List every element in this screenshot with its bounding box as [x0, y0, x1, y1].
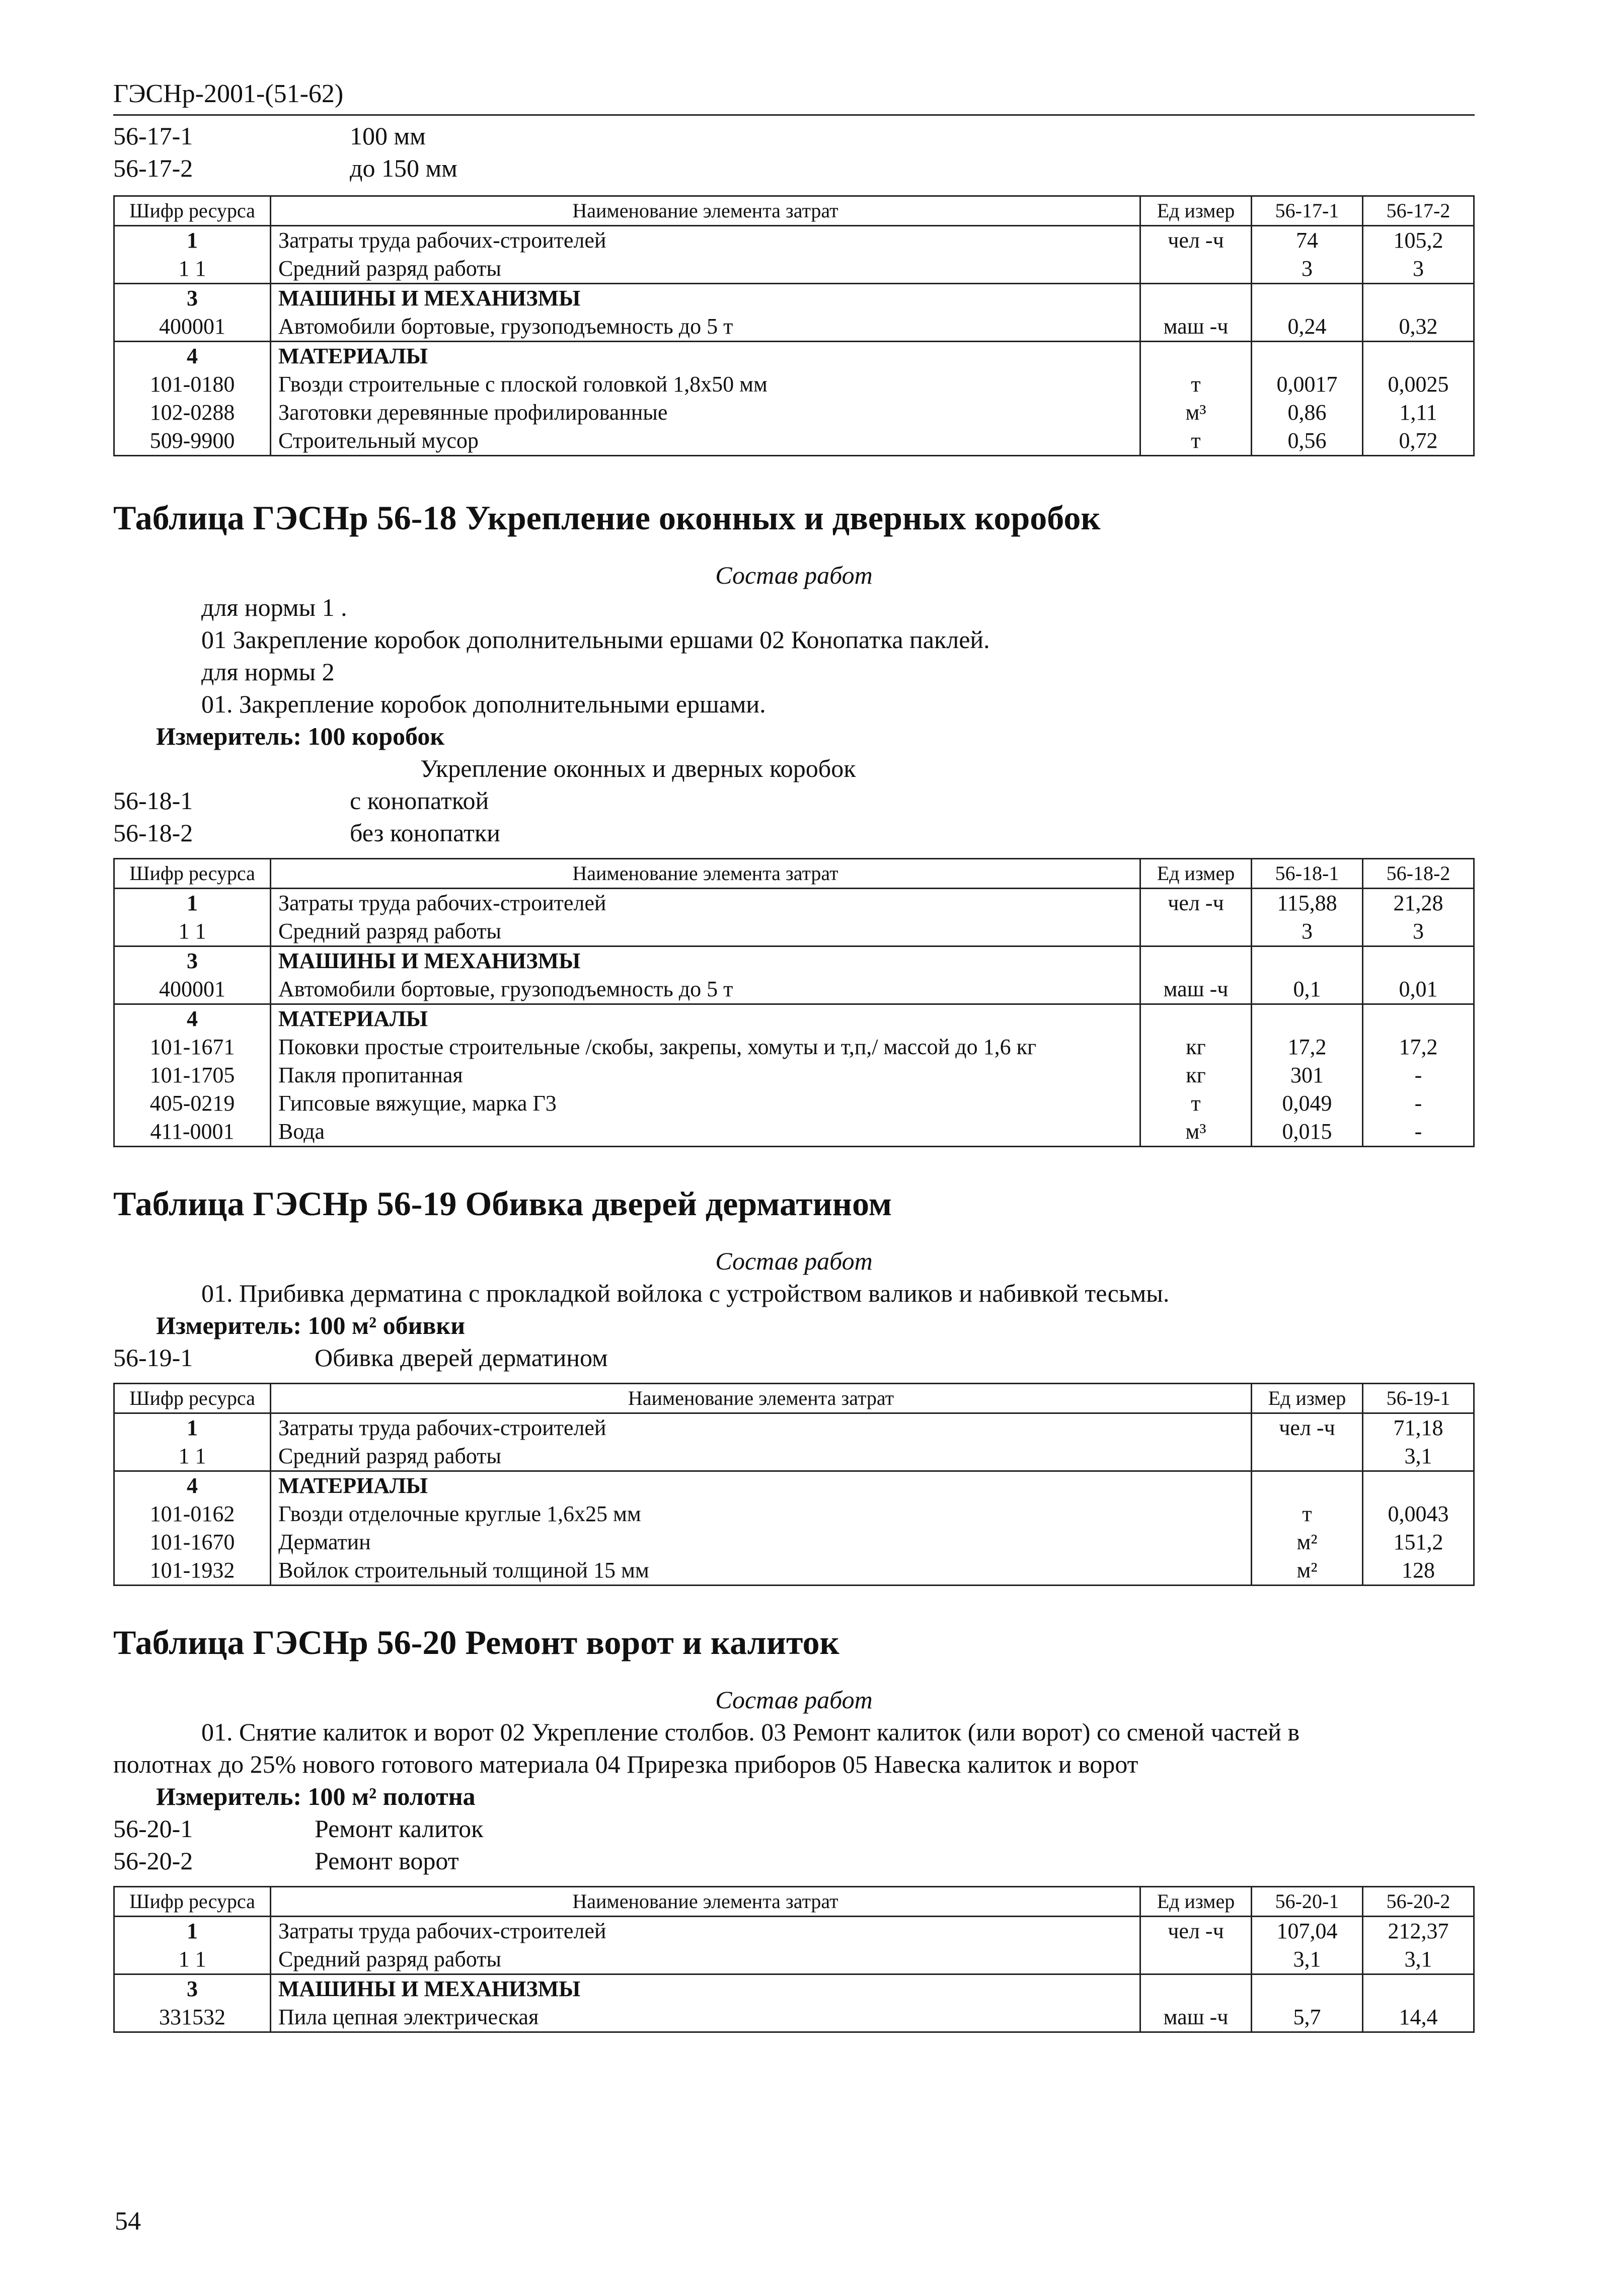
running-header: ГЭСНр-2001-(51-62): [113, 78, 1475, 116]
work-line: 01 Закрепление коробок дополнительными ершами 02 Конопатка паклей.: [201, 625, 990, 654]
table-row: 411-0001 Вода м³ 0,015 -: [114, 1118, 1474, 1147]
table-group-row: 3 МАШИНЫ И МЕХАНИЗМЫ: [114, 946, 1474, 976]
norm-row: 56-19-1 Обивка дверей дерматином: [113, 1343, 608, 1372]
table-row: 1 Затраты труда рабочих-строителей чел -ч 115,88 21,28: [114, 889, 1474, 918]
table-row: 1 Затраты труда рабочих-строителей чел -ч 74 105,2: [114, 226, 1474, 255]
table-56-18: [113, 858, 1475, 1147]
measure-unit: Измеритель: 100 м² обивки: [156, 1311, 466, 1339]
table-header-row: Шифр ресурса Наименование элемента затрат Ед измер 56-20-1 56-20-2: [114, 1887, 1474, 1917]
table-row: 101-1671 Поковки простые строительные /скобы, закрепы, хомуты и т,п,/ массой до 1,6 кг кг 17,2 17,2: [114, 1033, 1474, 1061]
measure-unit: Измеритель: 100 м² полотна: [156, 1782, 476, 1810]
work-line: 01. Закрепление коробок дополнительными ершами.: [201, 690, 766, 718]
table-group-row: 4 МАТЕРИАЛЫ: [114, 1004, 1474, 1034]
document-page: [113, 78, 1475, 2033]
table-row: 101-1670 Дерматин м² 151,2: [114, 1528, 1474, 1556]
table-group-row: 3 МАШИНЫ И МЕХАНИЗМЫ: [114, 284, 1474, 313]
norm-row: 56-20-1 Ремонт калиток: [113, 1814, 484, 1843]
norm-list-56-17: [113, 120, 1475, 184]
work-composition-heading: Состав работ: [715, 561, 873, 589]
table-row: 101-0180 Гвозди строительные с плоской головкой 1,8х50 мм т 0,0017 0,0025: [114, 370, 1474, 399]
work-line: 01. Снятие калиток и ворот 02 Укрепление столбов. 03 Ремонт калиток (или ворот) со сменой частей в: [201, 1718, 1300, 1746]
table-row: 101-1932 Войлок строительный толщиной 15 мм м² 128: [114, 1556, 1474, 1586]
table-row: 400001 Автомобили бортовые, грузоподъемность до 5 т маш -ч 0,24 0,32: [114, 312, 1474, 342]
table-row: 1 1 Средний разряд работы 3 3: [114, 917, 1474, 946]
table-row: 1 Затраты труда рабочих-строителей чел -ч 107,04 212,37: [114, 1917, 1474, 1946]
work-line: полотнах до 25% нового готового материала 04 Прирезка приборов 05 Навеска калиток и ворот: [113, 1750, 1138, 1778]
table-row: 1 Затраты труда рабочих-строителей чел -ч 71,18: [114, 1413, 1474, 1443]
table-row: 331532 Пила цепная электрическая маш -ч 5,7 14,4: [114, 2003, 1474, 2032]
table-row: 1 1 Средний разряд работы 3 3: [114, 255, 1474, 284]
section-title-56-18: Таблица ГЭСНр 56-18 Укрепление оконных и дверных коробок: [113, 499, 1101, 537]
work-composition-heading: Состав работ: [715, 1247, 873, 1275]
table-header-row: Шифр ресурса Наименование элемента затрат Ед измер 56-19-1: [114, 1384, 1474, 1413]
norm-row: 56-18-1 с конопаткой: [113, 786, 489, 815]
table-row: 102-0288 Заготовки деревянные профилированные м³ 0,86 1,11: [114, 399, 1474, 427]
work-line: 01. Прибивка дерматина с прокладкой войлока с устройством валиков и набивкой тесьмы.: [201, 1279, 1170, 1307]
table-row: 1 1 Средний разряд работы 3,1: [114, 1442, 1474, 1471]
table-group-row: 4 МАТЕРИАЛЫ: [114, 342, 1474, 371]
work-line: для нормы 1 .: [201, 593, 347, 621]
table-56-20: [113, 1886, 1475, 2033]
page-number: 54: [115, 2207, 141, 2236]
norm-row: 56-18-2 без конопатки: [113, 819, 500, 847]
table-row: 509-9900 Строительный мусор т 0,56 0,72: [114, 427, 1474, 456]
table-row: 101-1705 Пакля пропитанная кг 301 -: [114, 1061, 1474, 1089]
table-header-row: Шифр ресурса Наименование элемента затрат Ед измер 56-17-1 56-17-2: [114, 196, 1474, 226]
norm-row: 56-17-2 до 150 мм: [113, 154, 457, 182]
norm-subtitle: Укрепление оконных и дверных коробок: [420, 754, 856, 782]
norm-row: 56-20-2 Ремонт ворот: [113, 1847, 459, 1875]
section-title-56-20: Таблица ГЭСНр 56-20 Ремонт ворот и калиток: [113, 1623, 839, 1661]
table-56-17: [113, 195, 1475, 456]
table-header-row: Шифр ресурса Наименование элемента затрат Ед измер 56-18-1 56-18-2: [114, 859, 1474, 889]
measure-unit: Измеритель: 100 коробок: [156, 722, 445, 750]
work-composition-heading: Состав работ: [715, 1686, 873, 1714]
section-title-56-19: Таблица ГЭСНр 56-19 Обивка дверей дерматином: [113, 1184, 892, 1223]
table-row: 101-0162 Гвозди отделочные круглые 1,6х25 мм т 0,0043: [114, 1500, 1474, 1528]
table-56-19: [113, 1383, 1475, 1586]
table-row: 400001 Автомобили бортовые, грузоподъемность до 5 т маш -ч 0,1 0,01: [114, 975, 1474, 1004]
table-group-row: 4 МАТЕРИАЛЫ: [114, 1471, 1474, 1500]
norm-row: 56-17-1 100 мм: [113, 122, 426, 150]
work-line: для нормы 2: [201, 658, 335, 686]
table-group-row: 3 МАШИНЫ И МЕХАНИЗМЫ: [114, 1974, 1474, 2004]
table-row: 405-0219 Гипсовые вяжущие, марка Г3 т 0,049 -: [114, 1089, 1474, 1118]
table-row: 1 1 Средний разряд работы 3,1 3,1: [114, 1945, 1474, 1974]
